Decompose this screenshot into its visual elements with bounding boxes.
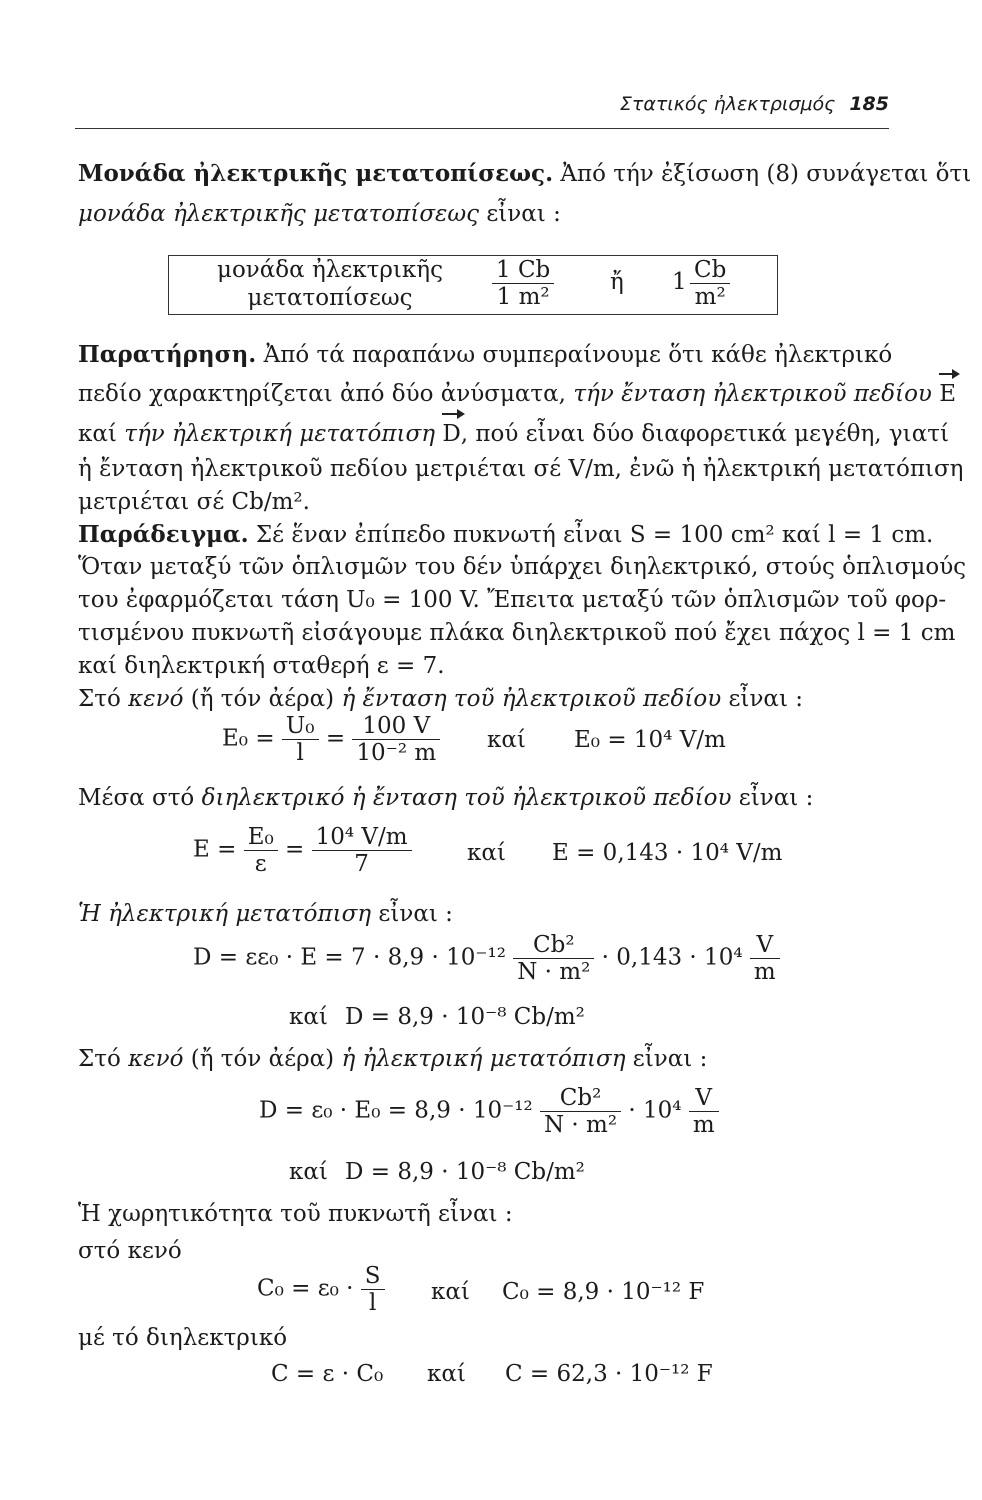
df-eq: =: [285, 836, 305, 863]
vf-eq: =: [325, 725, 346, 752]
vf-c: (ἤ τόν ἀέρα): [183, 686, 342, 712]
box-frac1-num: 1 Cb: [492, 257, 554, 284]
observation-line-2: [78, 381, 956, 407]
capacitance-vacuum-label: στό κενό: [78, 1238, 182, 1264]
df-kai: καί: [467, 840, 506, 866]
box-fraction-2: [690, 257, 730, 310]
vd-b: κενό: [128, 1046, 184, 1072]
df-f2-den: 7: [354, 851, 369, 877]
vacuum-displacement-equation-1: [259, 1085, 719, 1138]
dielectric-field-intro: [78, 785, 813, 811]
cap-die-result: C = 62,3 · 10⁻¹² F: [505, 1361, 713, 1387]
vd-eq1-f2-num: V: [689, 1085, 719, 1112]
capacitance-dielectric-label: μέ τό διηλεκτρικό: [78, 1325, 288, 1351]
observation-heading: Παρατήρηση.: [78, 341, 257, 368]
dielectric-field-equation: [193, 824, 412, 877]
vf-lhs: E₀ =: [222, 725, 275, 752]
unit-text-1: Ἀπό τήν ἐξίσωση (8) συνάγεται ὅτι: [553, 161, 972, 187]
box-fraction-1: [492, 257, 554, 310]
unit-text-2-rest: εἶναι :: [479, 201, 561, 227]
running-title: Στατικός ἠλεκτρισμός: [619, 93, 836, 115]
vacuum-displacement-intro: [78, 1046, 707, 1072]
df-b: διηλεκτρικό ἡ ἔνταση τοῦ ἠλεκτρικοῦ πεδίου: [201, 785, 732, 811]
vector-e: E: [939, 381, 957, 407]
unit-heading: Μονάδα ἠλεκτρικῆς μετατοπίσεως.: [78, 160, 554, 187]
cap-vac-den: l: [369, 1290, 377, 1316]
box-frac1-den: 1 m²: [496, 284, 550, 310]
vd-eq1-lhs: D = ε₀ · E₀ = 8,9 · 10⁻¹²: [259, 1097, 533, 1124]
disp-intro-italic: Ἡ ἠλεκτρική μετατόπιση: [78, 901, 372, 927]
box-coef: 1: [672, 269, 687, 295]
vd-eq1-f1-num: Cb²: [540, 1085, 621, 1112]
df-f2-num: 10⁴ V/m: [312, 824, 412, 851]
vd-eq2-kai: καί: [289, 1159, 328, 1185]
box-frac2-num: Cb: [690, 257, 730, 284]
cap-vac-num: S: [361, 1263, 385, 1290]
cap-die-lhs: C = ε · C₀: [271, 1361, 384, 1387]
observation-text-3b: τήν ἠλεκτρική μετατόπιση: [124, 421, 435, 447]
box-label: [217, 256, 443, 312]
vd-eq1-f1-den: N · m²: [543, 1112, 618, 1138]
observation-line-1: [78, 341, 892, 368]
displacement-equation-1: [193, 932, 780, 985]
vd-eq2: D = 8,9 · 10⁻⁸ Cb/m²: [345, 1159, 585, 1185]
disp-eq1-f1-num: Cb²: [513, 932, 594, 959]
vacuum-field-intro: [78, 686, 803, 712]
vf-kai: καί: [487, 727, 526, 753]
df-a: Μέσα στό: [78, 785, 202, 811]
observation-text-3d: , πού εἶναι δύο διαφορετικά μεγέθη, γιατί: [460, 421, 949, 447]
unit-paragraph-line-1: [78, 160, 971, 187]
observation-line-4: ἡ ἔνταση ἠλεκτρικοῦ πεδίου μετριέται σέ V/m, ἐνῶ ἡ ἠλεκτρική μετατόπιση: [78, 456, 964, 482]
df-result: E = 0,143 · 10⁴ V/m: [552, 840, 783, 866]
disp-eq1-f2-den: m: [753, 959, 776, 985]
vf-f2-num: 100 V: [352, 713, 440, 740]
unit-paragraph-line-2: [78, 201, 561, 227]
df-f1-num: E₀: [244, 824, 278, 851]
box-or: ἤ: [610, 269, 624, 295]
disp-eq1-mid: · 0,143 · 10⁴: [601, 944, 743, 971]
vf-f1-den: l: [296, 740, 304, 766]
vf-b: κενό: [128, 686, 184, 712]
observation-text-2b: τήν ἔνταση ἠλεκτρικοῦ πεδίου: [573, 381, 932, 407]
cap-vac-result: C₀ = 8,9 · 10⁻¹² F: [502, 1279, 705, 1305]
df-c: εἶναι :: [731, 785, 814, 811]
capacitance-vacuum-equation: [257, 1263, 385, 1316]
vf-result: E₀ = 10⁴ V/m: [574, 727, 726, 753]
disp-eq1-lhs: D = εε₀ · E = 7 · 8,9 · 10⁻¹²: [193, 944, 506, 971]
vf-f1-num: U₀: [282, 713, 319, 740]
capacitance-intro: Ἡ χωρητικότητα τοῦ πυκνωτῆ εἶναι :: [78, 1201, 513, 1227]
unit-text-2-italic: μονάδα ἠλεκτρικῆς μετατοπίσεως: [78, 201, 480, 227]
vd-d: ἡ ἠλεκτρική μετατόπιση: [341, 1046, 626, 1072]
observation-text-1: Ἀπό τά παραπάνω συμπεραίνουμε ὅτι κάθε ἠλεκτρικό: [256, 342, 893, 368]
displacement-intro: [78, 901, 453, 927]
vf-d: ἡ ἔνταση τοῦ ἠλεκτρικοῦ πεδίου: [341, 686, 722, 712]
disp-eq2: D = 8,9 · 10⁻⁸ Cb/m²: [345, 1004, 585, 1030]
disp-intro-rest: εἶναι :: [371, 901, 453, 927]
vector-d: D: [442, 421, 461, 447]
observation-line-3: [78, 421, 949, 447]
example-text-1: Σέ ἕναν ἐπίπεδο πυκνωτή εἶναι S = 100 cm² καί l = 1 cm.: [248, 522, 934, 548]
df-f1-den: ε: [254, 851, 267, 877]
page-header: [75, 93, 889, 115]
disp-eq2-kai: καί: [289, 1004, 328, 1030]
vd-eq1-mid: · 10⁴: [628, 1097, 682, 1124]
vacuum-field-equation: [222, 713, 440, 766]
vf-f2-den: 10⁻² m: [356, 740, 437, 766]
cap-vac-lhs: C₀ = ε₀ ·: [257, 1275, 354, 1302]
box-frac2-den: m²: [694, 284, 726, 310]
example-line-5: καί διηλεκτρική σταθερή ε = 7.: [78, 653, 445, 679]
cap-vac-kai: καί: [431, 1279, 470, 1305]
header-rule: [75, 128, 889, 129]
example-heading: Παράδειγμα.: [78, 521, 249, 548]
observation-text-2a: πεδίο χαρακτηρίζεται ἀπό δύο ἀνύσματα,: [78, 381, 574, 407]
vf-e: εἶναι :: [721, 686, 804, 712]
vd-e: εἶναι :: [625, 1046, 708, 1072]
cap-die-kai: καί: [427, 1361, 466, 1387]
vd-a: Στό: [78, 1046, 129, 1072]
observation-text-3a: καί: [78, 421, 125, 447]
example-line-3: του ἐφαρμόζεται τάση U₀ = 100 V. Ἔπειτα μεταξύ τῶν ὁπλισμῶν τοῦ φορ-: [78, 587, 947, 613]
disp-eq1-f2-num: V: [750, 932, 780, 959]
disp-eq1-f1-den: N · m²: [517, 959, 591, 985]
df-lhs: E =: [193, 836, 237, 863]
vd-eq1-f2-den: m: [692, 1112, 715, 1138]
box-label-bottom: μετατοπίσεως: [247, 285, 413, 311]
example-line-2: Ὅταν μεταξύ τῶν ὁπλισμῶν του δέν ὑπάρχει διηλεκτρικό, στούς ὁπλισμούς: [78, 554, 967, 580]
example-line-1: [78, 521, 933, 548]
observation-line-5: μετριέται σέ Cb/m².: [78, 489, 310, 515]
box-label-top: μονάδα ἠλεκτρικῆς: [217, 257, 443, 283]
example-line-4: τισμένου πυκνωτῆ εἰσάγουμε πλάκα διηλεκτρικοῦ πού ἔχει πάχος l = 1 cm: [78, 620, 956, 646]
vf-a: Στό: [78, 686, 129, 712]
vd-c: (ἤ τόν ἀέρα): [183, 1046, 342, 1072]
page-number: 185: [849, 93, 889, 115]
